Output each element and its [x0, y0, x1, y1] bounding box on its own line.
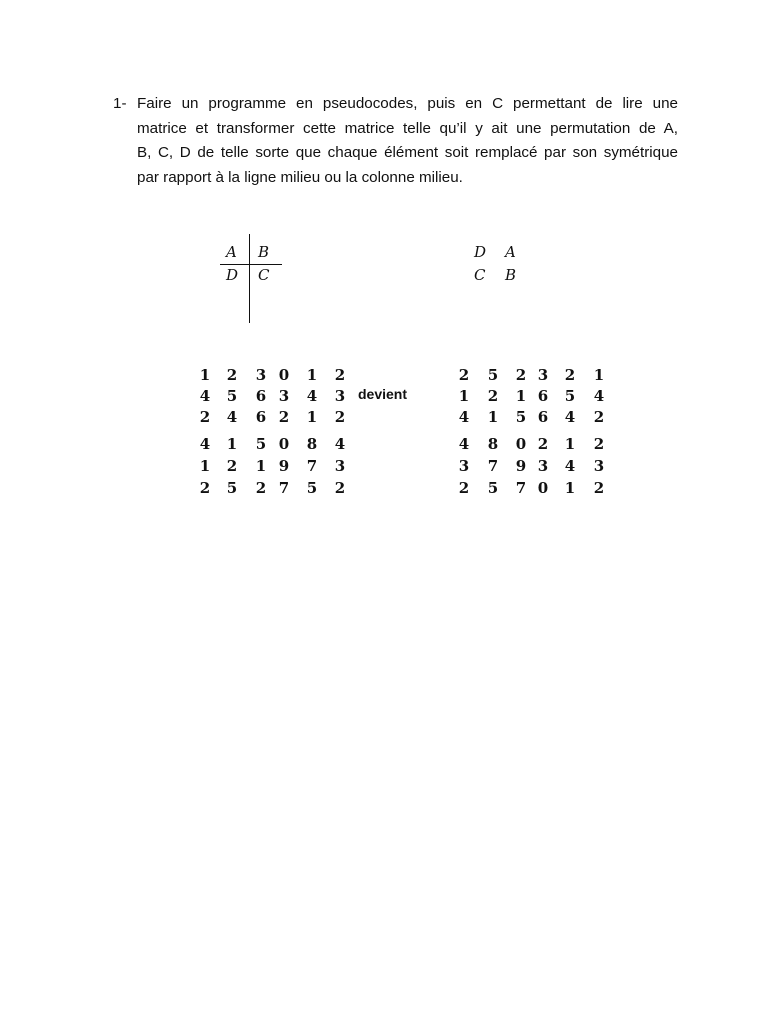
matrix-cell: 2	[515, 366, 527, 384]
matrix-cell: 2	[537, 435, 549, 453]
quadrant-label: D	[226, 266, 239, 284]
matrix-cell: 2	[226, 366, 238, 384]
question-text	[137, 92, 678, 190]
matrix-cell: 9	[278, 457, 290, 475]
matrix-cell: 4	[458, 435, 470, 453]
matrix-cell: 4	[593, 387, 605, 405]
quadrant-label: C	[474, 266, 486, 284]
matrix-cell: 5	[306, 479, 318, 497]
matrix-cell: 8	[306, 435, 318, 453]
matrix-cell: 3	[334, 387, 346, 405]
question-line: B, C, D de telle sorte que chaque élément soit remplacé par son symétrique	[137, 144, 678, 161]
matrix-cell: 9	[515, 457, 527, 475]
matrix-cell: 4	[199, 387, 211, 405]
matrix-cell: 5	[226, 479, 238, 497]
matrix-cell: 2	[199, 479, 211, 497]
question-line: Faire un programme en pseudocodes, puis en C permettant de lire une	[137, 95, 678, 112]
matrix-cell: 5	[487, 479, 499, 497]
matrix-cell: 3	[458, 457, 470, 475]
matrix-cell: 0	[515, 435, 527, 453]
matrix-cell: 7	[487, 457, 499, 475]
matrix-cell: 5	[255, 435, 267, 453]
matrix-cell: 2	[226, 457, 238, 475]
matrix-cell: 3	[537, 457, 549, 475]
matrix-cell: 4	[458, 408, 470, 426]
matrix-cell: 2	[487, 387, 499, 405]
matrix-cell: 2	[278, 408, 290, 426]
exercise-question	[113, 92, 678, 190]
matrix-cell: 3	[593, 457, 605, 475]
matrix-cell: 6	[537, 387, 549, 405]
matrix-cell: 4	[226, 408, 238, 426]
matrix-cell: 4	[334, 435, 346, 453]
question-line: matrice et transformer cette matrice telle qu’il y ait une permutation de A,	[137, 119, 678, 137]
question-line: par rapport à la ligne milieu ou la colonne milieu.	[137, 168, 463, 186]
matrix-cell: 3	[278, 387, 290, 405]
quadrant-label: A	[226, 243, 237, 261]
matrix-cell: 2	[255, 479, 267, 497]
matrix-cell: 7	[278, 479, 290, 497]
matrix-cell: 2	[593, 408, 605, 426]
matrix-cell: 4	[306, 387, 318, 405]
matrix-cell: 3	[537, 366, 549, 384]
matrix-cell: 0	[278, 435, 290, 453]
matrix-cell: 6	[255, 387, 267, 405]
quadrant-vertical-divider	[249, 234, 250, 323]
matrix-cell: 4	[199, 435, 211, 453]
matrix-cell: 2	[593, 435, 605, 453]
matrix-cell: 2	[334, 408, 346, 426]
matrix-cell: 1	[199, 366, 211, 384]
question-number: 1-	[113, 95, 127, 112]
matrix-cell: 5	[487, 366, 499, 384]
matrix-cell: 1	[564, 479, 576, 497]
matrix-cell: 1	[199, 457, 211, 475]
matrix-cell: 1	[593, 366, 605, 384]
matrix-cell: 4	[564, 457, 576, 475]
matrix-cell: 0	[278, 366, 290, 384]
matrix-cell: 2	[334, 366, 346, 384]
matrix-cell: 2	[593, 479, 605, 497]
matrix-cell: 1	[458, 387, 470, 405]
matrix-cell: 6	[537, 408, 549, 426]
quadrant-label: D	[474, 243, 487, 261]
matrix-cell: 1	[306, 366, 318, 384]
matrix-cell: 3	[334, 457, 346, 475]
matrix-cell: 1	[226, 435, 238, 453]
matrix-cell: 1	[515, 387, 527, 405]
matrix-cell: 5	[515, 408, 527, 426]
matrix-cell: 2	[458, 479, 470, 497]
quadrant-label: C	[258, 266, 270, 284]
matrix-cell: 4	[564, 408, 576, 426]
matrix-cell: 0	[537, 479, 549, 497]
matrix-cell: 8	[487, 435, 499, 453]
matrix-cell: 2	[458, 366, 470, 384]
matrix-cell: 2	[334, 479, 346, 497]
matrix-cell: 1	[306, 408, 318, 426]
quadrant-label: B	[258, 243, 270, 261]
transform-word: devient	[358, 386, 408, 402]
matrix-cell: 5	[226, 387, 238, 405]
matrix-cell: 2	[199, 408, 211, 426]
matrix-cell: 1	[487, 408, 499, 426]
matrix-cell: 2	[564, 366, 576, 384]
quadrant-label: A	[505, 243, 516, 261]
matrix-cell: 5	[564, 387, 576, 405]
matrix-cell: 1	[255, 457, 267, 475]
matrix-cell: 6	[255, 408, 267, 426]
matrix-cell: 7	[515, 479, 527, 497]
matrix-cell: 7	[306, 457, 318, 475]
matrix-cell: 1	[564, 435, 576, 453]
quadrant-label: B	[505, 266, 517, 284]
quadrant-horizontal-divider	[220, 264, 282, 265]
matrix-cell: 3	[255, 366, 267, 384]
